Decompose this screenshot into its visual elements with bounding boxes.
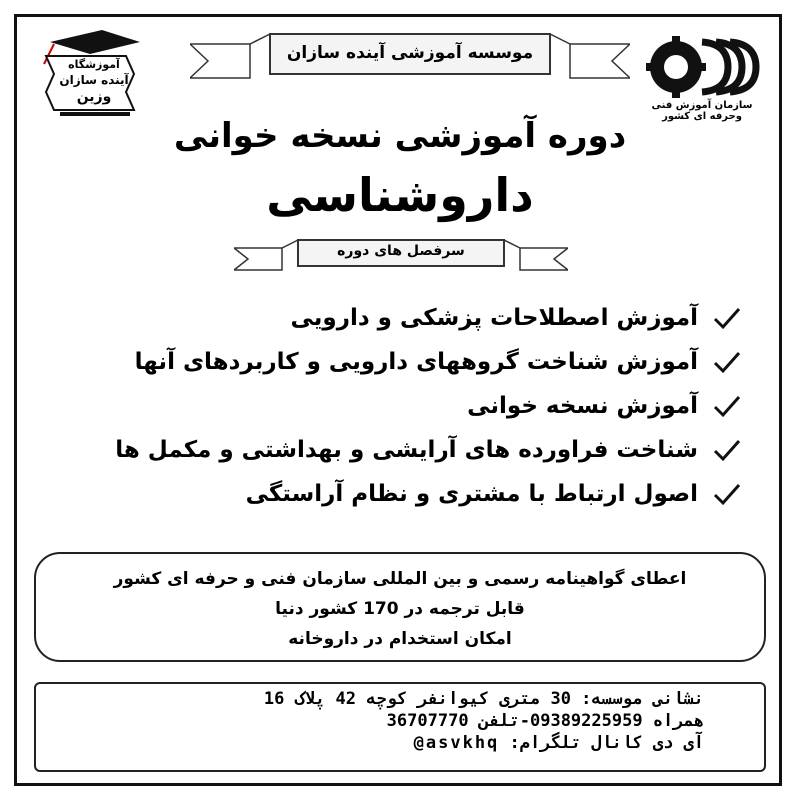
syllabus-item-text: آموزش نسخه خوانی (467, 393, 698, 419)
contact-telegram: آی دی کانال تلگرام: asvkhq@ (413, 733, 704, 753)
syllabus-item-text: آموزش شناخت گروههای دارویی و کاربردهای آنها (134, 349, 698, 375)
contact-box (34, 682, 766, 772)
syllabus-item-text: شناخت فراورده های آرایشی و بهداشتی و مکمل ها (115, 437, 698, 463)
course-title: دوره آموزشی نسخه خوانی (173, 116, 627, 156)
institute-name: موسسه آموزشی آینده سازان (286, 43, 534, 63)
tvto-caption: سازمان آموزش فنی وحرفه ای کشور (651, 100, 753, 122)
checkmark-icon (712, 349, 742, 375)
list-item (52, 340, 742, 384)
checkmark-icon (712, 305, 742, 331)
checkmark-icon (712, 393, 742, 419)
list-item (52, 472, 742, 516)
course-subtitle: داروشناسی (266, 168, 534, 222)
list-item (52, 296, 742, 340)
tvto-gear-icon (636, 36, 768, 98)
syllabus-ribbon (234, 238, 568, 274)
checkmark-icon (712, 481, 742, 507)
list-item (52, 428, 742, 472)
contact-phone: همراه 09389225959-تلفن 36707770 (386, 711, 704, 731)
list-item (52, 384, 742, 428)
institute-ribbon (190, 30, 630, 84)
tvto-logo (636, 36, 768, 120)
benefit-employment: امکان استخدام در داروخانه (288, 629, 512, 649)
checkmark-icon (712, 437, 742, 463)
syllabus-list (52, 296, 742, 516)
syllabus-heading: سرفصل های دوره (337, 243, 465, 259)
school-logo-line2: آینده سازان (59, 73, 129, 87)
syllabus-item-text: اصول ارتباط با مشتری و نظام آراستگی (245, 481, 698, 507)
school-logo-line1: آموزشگاه (68, 58, 120, 71)
school-logo (30, 28, 150, 124)
school-logo-line3: وزین (76, 89, 112, 105)
syllabus-item-text: آموزش اصطلاحات پزشکی و دارویی (290, 305, 698, 331)
benefit-certificate: اعطای گواهینامه رسمی و بین المللی سازمان فنی و حرفه ای کشور (113, 569, 687, 589)
contact-address: نشانی موسسه: 30 متری کیوانفر کوچه 42 پلاک 16 (263, 689, 704, 709)
benefit-translation: قابل ترجمه در 170 کشور دنیا (275, 599, 525, 619)
benefits-box (34, 552, 766, 662)
